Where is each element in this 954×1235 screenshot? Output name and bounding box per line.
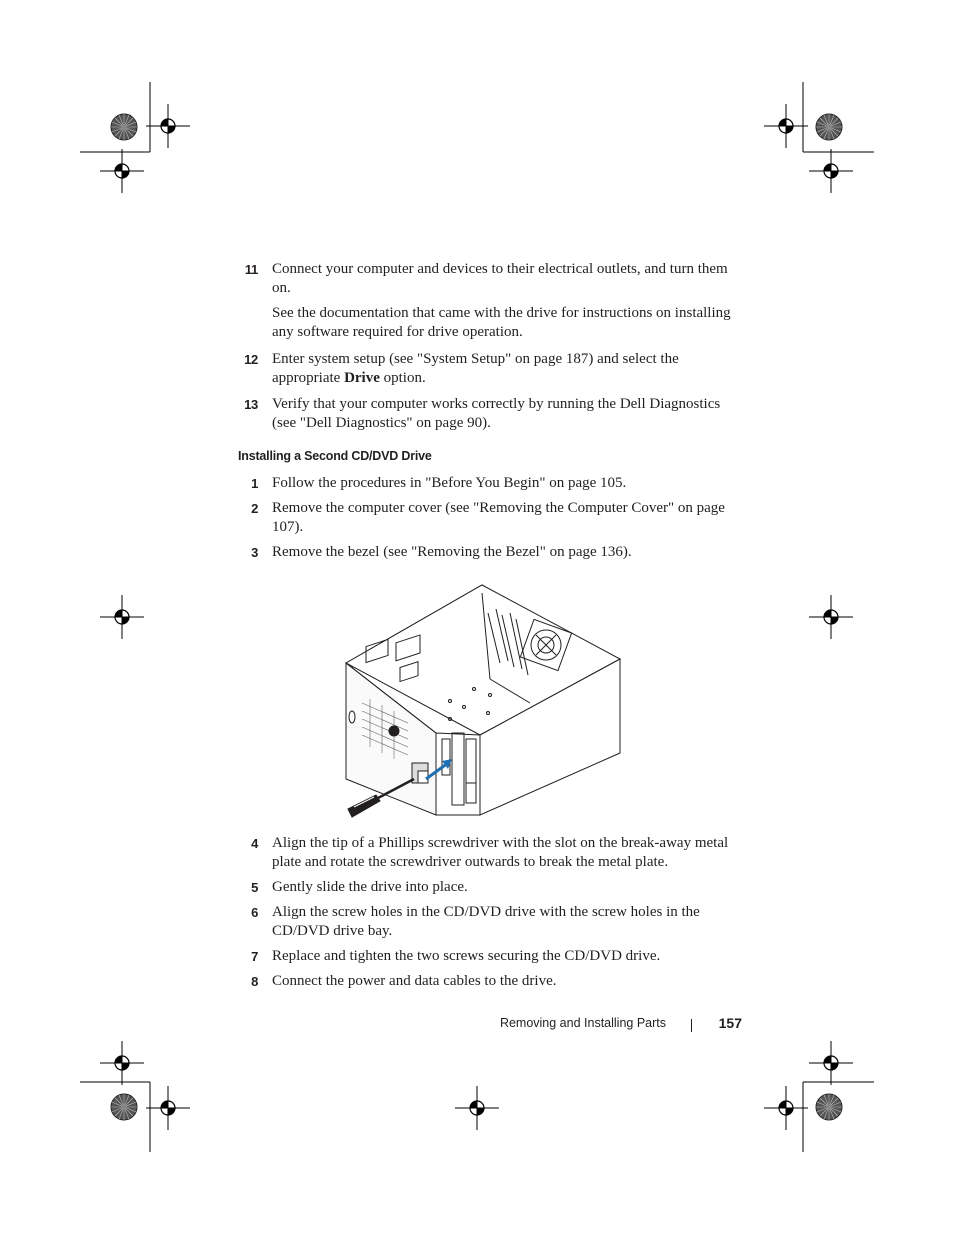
step-7	[238, 947, 738, 966]
footer-section-title: Removing and Installing Parts	[499, 1016, 666, 1030]
step-5	[238, 878, 738, 897]
step-text: Replace and tighten the two screws securing the CD/DVD drive.	[272, 948, 661, 964]
step-text: Gently slide the drive into place.	[272, 879, 468, 895]
page-footer	[460, 1016, 742, 1034]
step-3	[238, 543, 738, 562]
step-1	[238, 474, 738, 493]
step-text: Follow the procedures in "Before You Begin" on page 105.	[272, 475, 627, 491]
step-number: 12	[244, 352, 258, 367]
step-text: Connect your computer and devices to their electrical outlets, and turn them on.	[272, 261, 728, 296]
step-number: 2	[251, 501, 258, 516]
step-number: 3	[251, 545, 258, 560]
step-number: 13	[244, 397, 258, 412]
chassis-illustration	[340, 583, 630, 828]
step-13	[238, 395, 738, 433]
page-number: 157	[718, 1015, 742, 1031]
drive-option-label: Drive	[344, 370, 380, 386]
footer-divider	[691, 1019, 692, 1032]
step-text: Remove the bezel (see "Removing the Bezel" on page 136).	[272, 544, 632, 560]
step-11	[238, 260, 738, 342]
section-heading: Installing a Second CD/DVD Drive	[238, 449, 432, 463]
step-text: Align the tip of a Phillips screwdriver with the slot on the break-away metal plate and rotate the screwdriver outwards to break the metal plate.	[272, 835, 729, 870]
step-2	[238, 499, 738, 537]
step-text: Connect the power and data cables to the drive.	[272, 973, 557, 989]
step-number: 7	[251, 949, 258, 964]
step-4	[238, 834, 738, 872]
step-note: See the documentation that came with the drive for instructions on installing any software required for drive operation.	[272, 305, 731, 340]
step-number: 1	[251, 476, 258, 491]
step-text: Align the screw holes in the CD/DVD drive with the screw holes in the CD/DVD drive bay.	[272, 904, 700, 939]
step-number: 4	[251, 836, 258, 851]
step-12	[238, 350, 738, 388]
step-6	[238, 903, 738, 941]
step-text: Verify that your computer works correctly by running the Dell Diagnostics (see "Dell Diagnostics" on page 90).	[272, 396, 721, 431]
step-8	[238, 972, 738, 991]
step-number: 8	[251, 974, 258, 989]
step-text: Remove the computer cover (see "Removing the Computer Cover" on page 107).	[272, 500, 725, 535]
step-number: 6	[251, 905, 258, 920]
step-text: Enter system setup (see "System Setup" on page 187) and select the appropriate Drive option.	[272, 351, 679, 386]
step-number: 11	[244, 262, 258, 277]
step-number: 5	[251, 880, 258, 895]
